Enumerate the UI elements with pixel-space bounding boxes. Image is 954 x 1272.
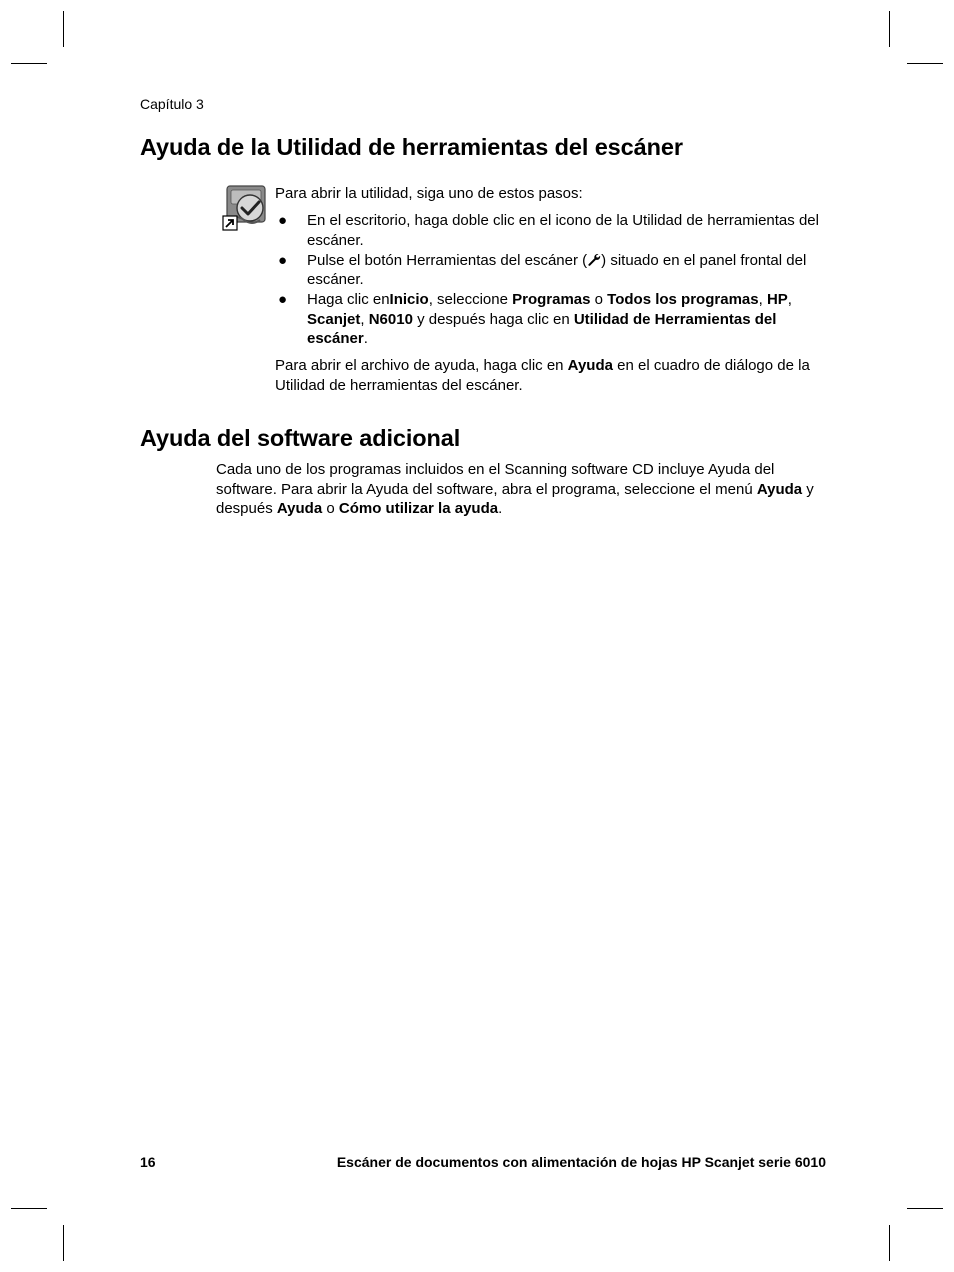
crop-mark [63,11,64,47]
crop-mark [889,11,890,47]
para-text: Cada uno de los programas incluidos en el Scanning software CD incluye Ayuda del software. Para abrir la Ayuda del software, abra el programa, seleccione el menú [216,461,775,498]
step-bold: Inicio [389,291,429,308]
software-help-text [216,460,826,519]
step-text: Pulse el botón Herramientas del escáner ( [307,251,588,269]
para-text: y después [216,480,814,517]
step-text: o [590,291,608,308]
step-text: . [363,330,368,347]
steps-list [275,211,835,349]
step-bold: Utilidad de Herramientas del escáner [307,310,777,347]
bullet: ● [278,291,288,308]
list-item [275,211,835,250]
step-bold: Scanjet [307,310,361,328]
bullet: ● [278,251,288,269]
section-title-software: Ayuda del software adicional [140,425,461,451]
intro-text: Para abrir la utilidad, siga uno de estos pasos: [275,185,583,202]
step-bold: N6010 [368,310,413,328]
para-text: en el cuadro de diálogo de la Utilidad de herramientas del escáner. [275,357,810,394]
para-bold: Ayuda [567,357,613,374]
step-bold: Programas [512,291,591,308]
para-text: . [498,500,503,517]
wrench-icon [587,253,601,267]
crop-mark [11,1208,47,1209]
step-text: , [787,291,792,308]
crop-mark [63,1225,64,1261]
help-open-text [275,356,835,395]
page-number: 16 [140,1154,156,1170]
step-bold: HP [766,291,788,308]
step-text: Haga clic en [307,291,390,308]
crop-mark [11,63,47,64]
footer-title: Escáner de documentos con alimentación de hojas HP Scanjet serie 6010 [336,1154,826,1170]
list-item [275,290,835,349]
step-text: y después haga clic en [412,310,574,328]
step-text: En el escritorio, haga doble clic en el icono de la Utilidad de herramientas del escáner. [307,212,819,249]
step-text: , seleccione [428,291,513,308]
step-text: ) situado en el panel frontal del escáner. [307,251,807,288]
bullet: ● [278,212,288,229]
para-text: o [322,500,339,517]
para-bold: Ayuda [756,480,803,498]
crop-mark [907,63,943,64]
step-text: , [360,310,369,328]
step-bold: Todos los programas [607,291,759,308]
step-text: , [758,291,767,308]
crop-mark [907,1208,943,1209]
scanner-tools-utility-icon [222,184,268,232]
crop-mark [889,1225,890,1261]
para-text: Para abrir el archivo de ayuda, haga clic en [275,357,568,374]
list-item [275,251,835,290]
section-title-tools: Ayuda de la Utilidad de herramientas del escáner [140,134,683,160]
para-bold: Cómo utilizar la ayuda [338,500,499,517]
chapter-label: Capítulo 3 [140,96,204,112]
para-bold: Ayuda [276,500,323,517]
